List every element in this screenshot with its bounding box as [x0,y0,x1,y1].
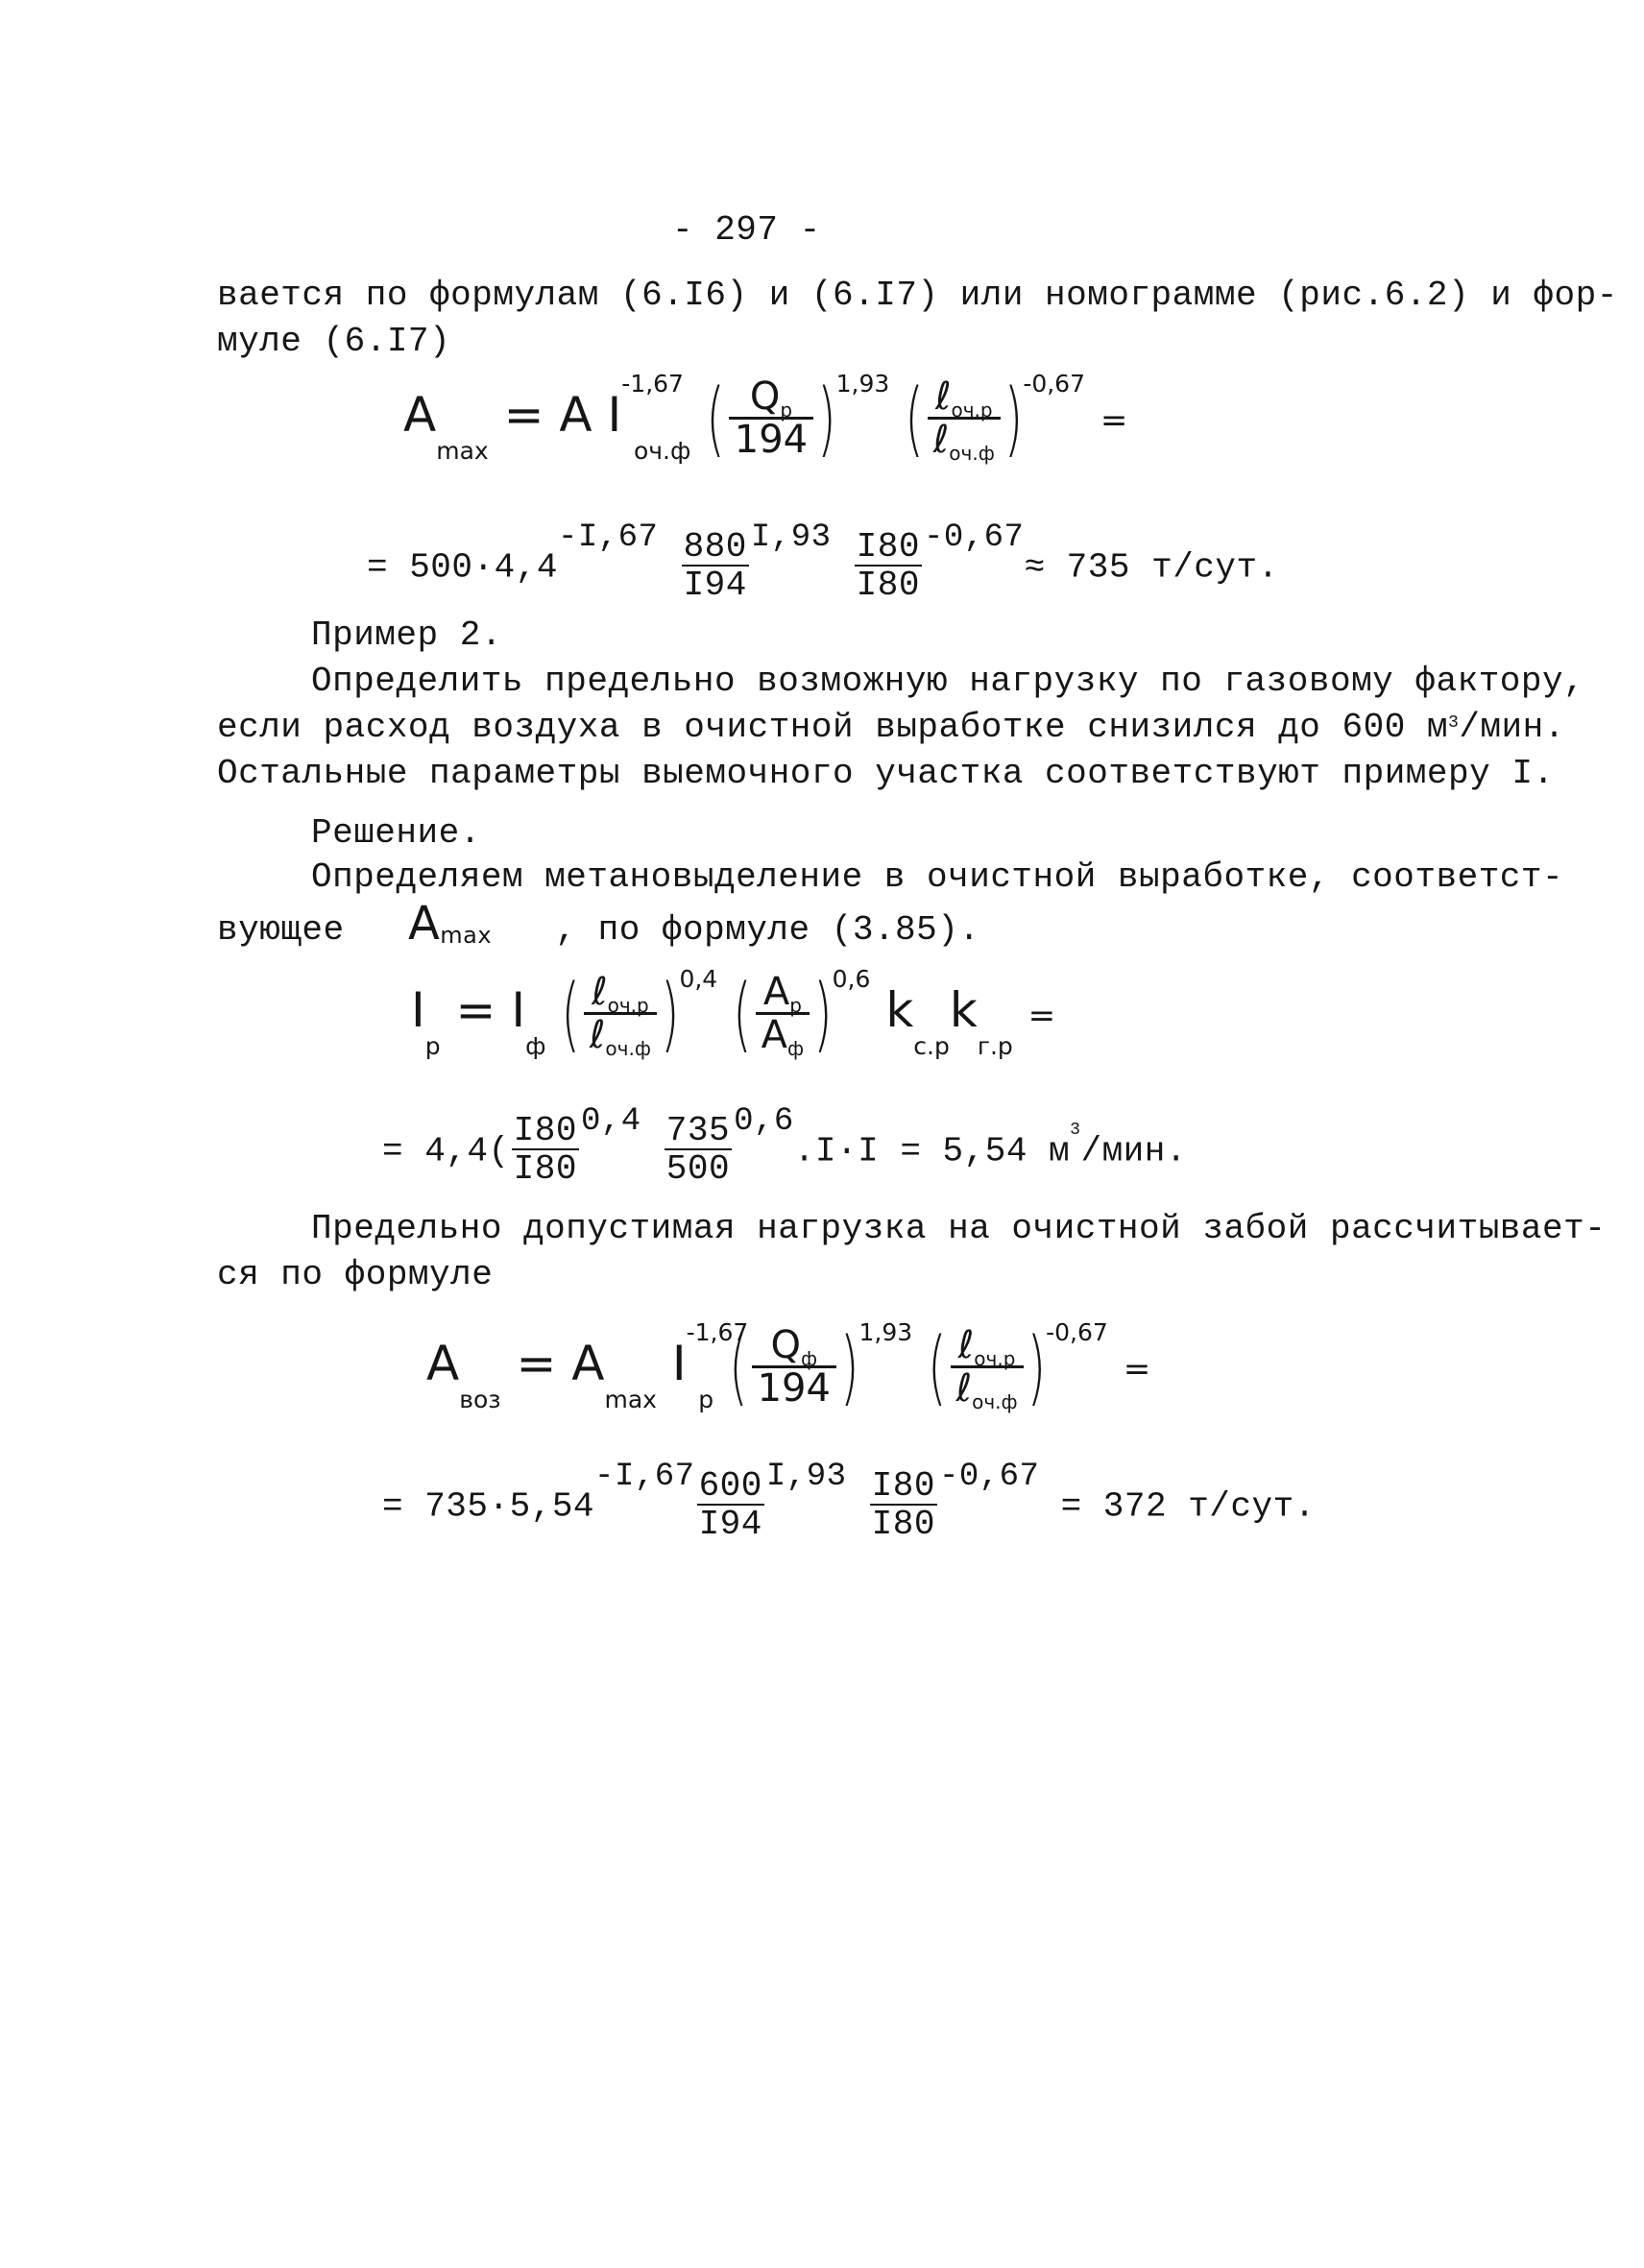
example-2-line-1: Определить предельно возможную нагрузку по газовому фактору, [311,662,1585,701]
formula-a-voz: $A_{воз} = A_{max}$ $I^{-1,67}_р$ ( $\frac{Q_ф}{194}$ )$^{1,93}$ ( $\frac{\ell_{оч.р}}{\ell_{оч.ф}}$ )$^{-0,67}$ = [426,1317,1151,1414]
solution-line-2: вующее $A_{max}$ , по формуле (3.85). [217,897,980,951]
limit-line-1: Предельно допустимая нагрузка на очистной забой рассчитывает- [311,1209,1607,1248]
result-line-2: = 4,4( $\frac{I80}{I80}$ 0,4 $\frac{735}{500}$ 0,6.I·I = 5,54 $м^3$/мин. [382,1103,1187,1189]
example-2-line-2: если расход воздуха в очистной выработке снизился до 600 $м^3$/мин. [217,708,1565,747]
fraction-l: $\frac{\ell_{оч.р}}{\ell_{оч.ф}}$ [928,376,1001,460]
term-i: $I^{-1,67}_{оч.ф}$ [607,369,691,465]
intro-line-2: муле (6.I7) [217,322,451,361]
example-2-line-3: Остальные параметры выемочного участка соответствуют примеру I. [217,754,1555,793]
equals-sign: = [503,387,544,443]
formula-lhs: $A_{max}$ [403,387,489,465]
solution-title: Решение. [311,813,481,853]
coefficient-a: A [559,387,592,443]
formula-a-max: $A_{max} = A$ $I^{-1,67}_{оч.ф}$ ( $\frac{Q_р}{194}$ )$^{1,93}$ ( $\frac{\ell_{оч.р}}{\ell_{оч.ф}}$ )$^{-0,67}$ = [403,369,1128,466]
fraction-q: $\frac{Q_р}{194}$ [729,376,813,460]
page-number: - 297 - [672,210,821,250]
solution-line-1: Определяем метановыделение в очистной выработке, соответст- [311,857,1564,897]
limit-line-2: ся по формуле [217,1255,494,1294]
formula-i-p: $I_р = I_ф$ ( $\frac{\ell_{оч.р}}{\ell_{оч.ф}}$ )$^{0,4}$ ( $\frac{A_р}{A_ф}$ )$^{0,6}$ $k_{с.р}k_{г.р}$ = [411,964,1056,1061]
result-line-3: = 735·5,54-I,67 $\frac{600}{I94}$ I,93 $\frac{I80}{I80}$ -0,67 = 372 т/сут. [382,1459,1316,1544]
result-line-1: = 500·4,4-I,67 $\frac{880}{I94}$ I,93 $\frac{I80}{I80}$ -0,67≈ 735 т/сут. [367,519,1279,605]
example-2-title: Пример 2. [311,615,502,655]
intro-line-1: вается по формулам (6.I6) и (6.I7) или номограмме (рис.6.2) и фор- [217,276,1618,315]
